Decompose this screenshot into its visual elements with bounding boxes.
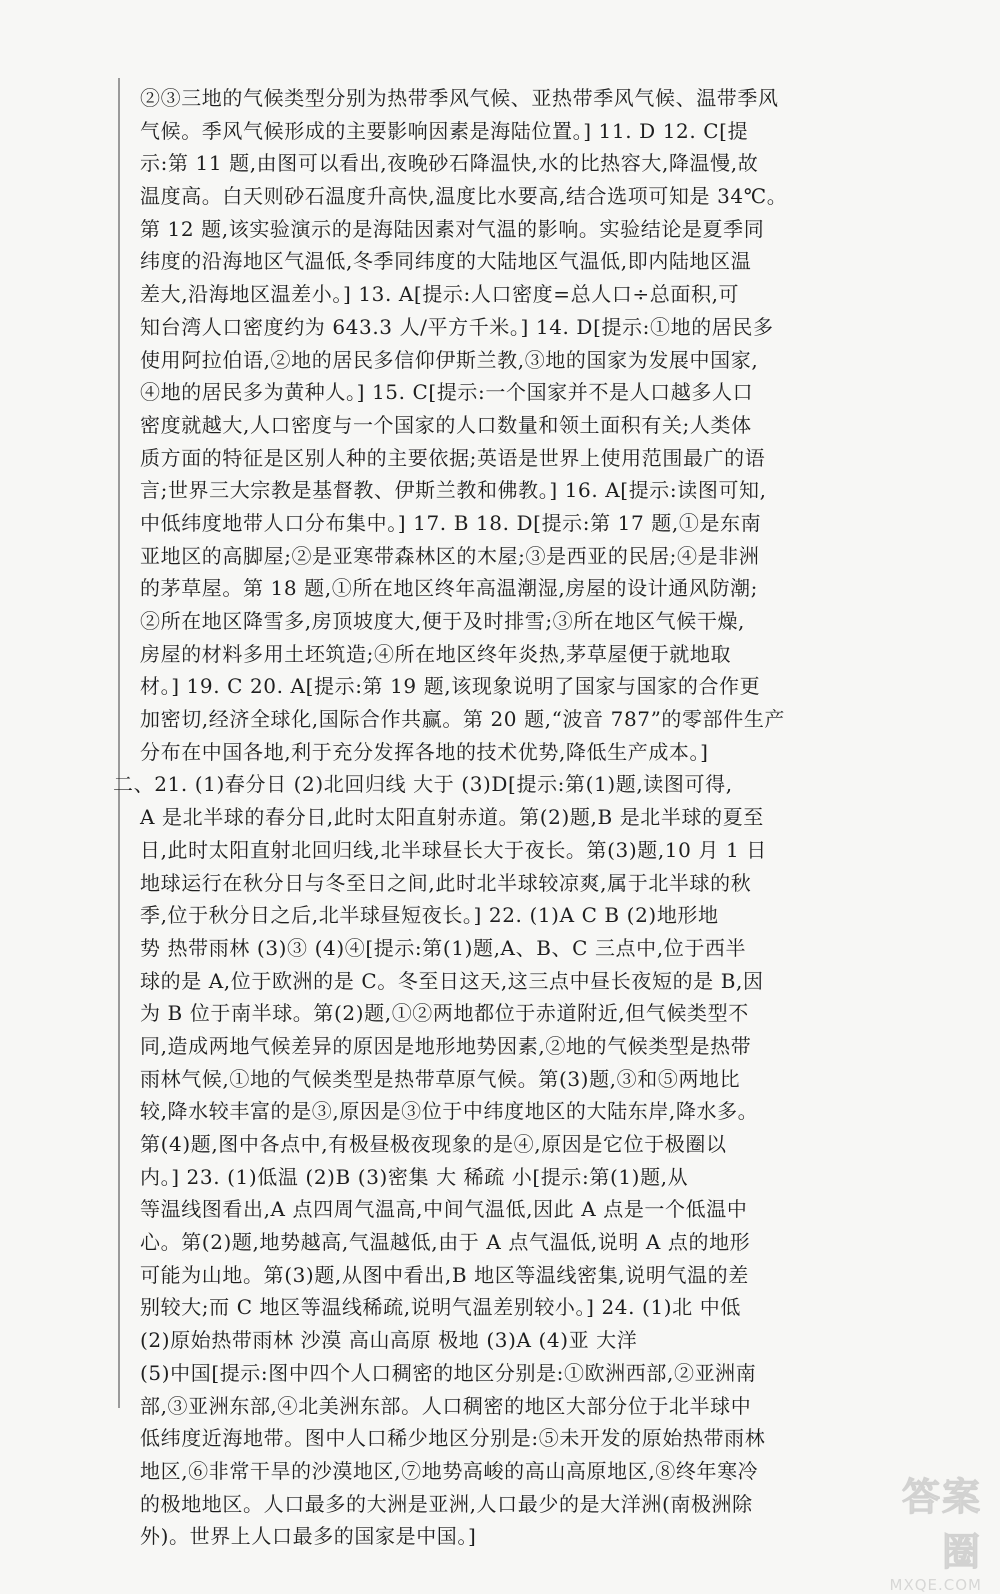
text-line: 外)。世界上人口最多的国家是中国。]	[140, 1524, 477, 1549]
text-line: 地球运行在秋分日与冬至日之间,此时北半球较凉爽,属于北半球的秋	[140, 870, 752, 895]
text-line: 第 12 题,该实验演示的是海陆因素对气温的影响。实验结论是夏季同	[140, 216, 765, 241]
answer-text-block	[113, 82, 788, 1553]
text-line: 季,位于秋分日之后,北半球昼短夜长。] 22. (1)A C B (2)地形地	[140, 903, 719, 928]
text-line: 亚地区的高脚屋;②是亚寒带森林区的木屋;③是西亚的民居;④是非洲	[140, 543, 760, 568]
text-line: 纬度的沿海地区气温低,冬季同纬度的大陆地区气温低,即内陆地区温	[140, 249, 752, 274]
text-line: 密度就越大,人口密度与一个国家的人口数量和领土面积有关;人类体	[140, 412, 752, 437]
text-line: 第(4)题,图中各点中,有极昼极夜现象的是④,原因是它位于极圈以	[140, 1132, 727, 1156]
text-line: 加密切,经济全球化,国际合作共赢。第 20 题,“波音 787”的零部件生产	[140, 707, 786, 732]
text-line: 气候。季风气候形成的主要影响因素是海陆位置。] 11. D 12. C[提	[140, 118, 749, 143]
text-line: 言;世界三大宗教是基督教、伊斯兰教和佛教。] 16. A[提示:读图可知,	[140, 478, 767, 503]
text-line: 温度高。白天则砂石温度升高快,温度比水要高,结合选项可知是 34℃。	[140, 184, 788, 209]
watermark-url: MXQE.COM	[889, 1576, 982, 1594]
text-line: 部,③亚洲东部,④北美洲东部。人口稠密的地区大部分位于北半球中	[140, 1393, 752, 1418]
text-line: 房屋的材料多用土坯筑造;④所在地区终年炎热,茅草屋便于就地取	[140, 641, 732, 666]
text-line: 等温线图看出,A 点四周气温高,中间气温低,因此 A 点是一个低温中	[140, 1197, 748, 1222]
text-line: 可能为山地。第(3)题,从图中看出,B 地区等温线密集,说明气温的差	[140, 1262, 749, 1287]
text-line: 较,降水较丰富的是③,原因是③位于中纬度地区的大陆东岸,降水多。	[140, 1099, 759, 1124]
watermark-logo-text: 答案圈	[901, 1475, 982, 1574]
text-line: 雨林气候,①地的气候类型是热带草原气候。第(3)题,③和⑤两地比	[140, 1066, 741, 1091]
section-two-start-line: 二、21. (1)春分日 (2)北回归线 大于 (3)D[提示:第(1)题,读图可得,	[113, 772, 733, 797]
text-line: (5)中国[提示:图中四个人口稠密的地区分别是:①欧洲西部,②亚洲南	[140, 1360, 757, 1385]
text-line: 低纬度近海地带。图中人口稀少地区分别是:⑤未开发的原始热带雨林	[140, 1426, 766, 1451]
text-line: 别较大;而 C 地区等温线稀疏,说明气温差别较小。] 24. (1)北 中低	[140, 1295, 741, 1320]
text-line: ②③三地的气候类型分别为热带季风气候、亚热带季风气候、温带季风	[140, 86, 779, 110]
text-line: ②所在地区降雪多,房顶坡度大,便于及时排雪;③所在地区气候干燥,	[140, 609, 746, 633]
text-line: (2)原始热带雨林 沙漠 高山高原 极地 (3)A (4)亚 大洋	[140, 1328, 638, 1353]
text-line: 知台湾人口密度约为 643.3 人/平方千米。] 14. D[提示:①地的居民多	[140, 314, 774, 339]
text-line: 势 热带雨林 (3)③ (4)④[提示:第(1)题,A、B、C 三点中,位于西半	[140, 935, 747, 960]
text-line: 分布在中国各地,利于充分发挥各地的技术优势,降低生产成本。]	[140, 739, 709, 764]
text-line: 的极地地区。人口最多的大洲是亚洲,人口最少的是大洋洲(南极洲除	[140, 1491, 753, 1516]
text-line: 心。第(2)题,地势越高,气温越低,由于 A 点气温低,说明 A 点的地形	[140, 1230, 751, 1255]
text-line: A 是北半球的春分日,此时太阳直射赤道。第(2)题,B 是北半球的夏至	[140, 805, 764, 830]
text-line: 材。] 19. C 20. A[提示:第 19 题,该现象说明了国家与国家的合作更	[140, 674, 761, 699]
margin-rule	[118, 78, 120, 1408]
watermark-logo	[872, 1466, 982, 1594]
text-line: 使用阿拉伯语,②地的居民多信仰伊斯兰教,③地的国家为发展中国家,	[140, 347, 759, 372]
text-line: 中低纬度地带人口分布集中。] 17. B 18. D[提示:第 17 题,①是东南	[140, 510, 762, 535]
text-line: 球的是 A,位于欧洲的是 C。冬至日这天,这三点中昼长夜短的是 B,因	[140, 968, 764, 993]
text-line: 同,造成两地气候差异的原因是地形地势因素,②地的气候类型是热带	[140, 1033, 752, 1058]
text-line: 差大,沿海地区温差小。] 13. A[提示:人口密度=总人口÷总面积,可	[140, 282, 740, 307]
text-line: 内。] 23. (1)低温 (2)B (3)密集 大 稀疏 小[提示:第(1)题,从	[140, 1164, 689, 1189]
text-line: 地区,⑥非常干旱的沙漠地区,⑦地势高峻的高山高原地区,⑧终年寒冷	[140, 1458, 759, 1483]
text-line: 为 B 位于南半球。第(2)题,①②两地都位于赤道附近,但气候类型不	[140, 1001, 749, 1026]
text-line: 日,此时太阳直射北回归线,北半球昼长大于夜长。第(3)题,10 月 1 日	[140, 837, 767, 862]
text-line: ④地的居民多为黄种人。] 15. C[提示:一个国家并不是人口越多人口	[140, 380, 754, 405]
text-line: 质方面的特征是区别人种的主要依据;英语是世界上使用范围最广的语	[140, 445, 766, 470]
text-line: 的茅草屋。第 18 题,①所在地区终年高温潮湿,房屋的设计通风防潮;	[140, 576, 759, 601]
text-line: 示:第 11 题,由图可以看出,夜晚砂石降温快,水的比热容大,降温慢,故	[140, 151, 759, 176]
